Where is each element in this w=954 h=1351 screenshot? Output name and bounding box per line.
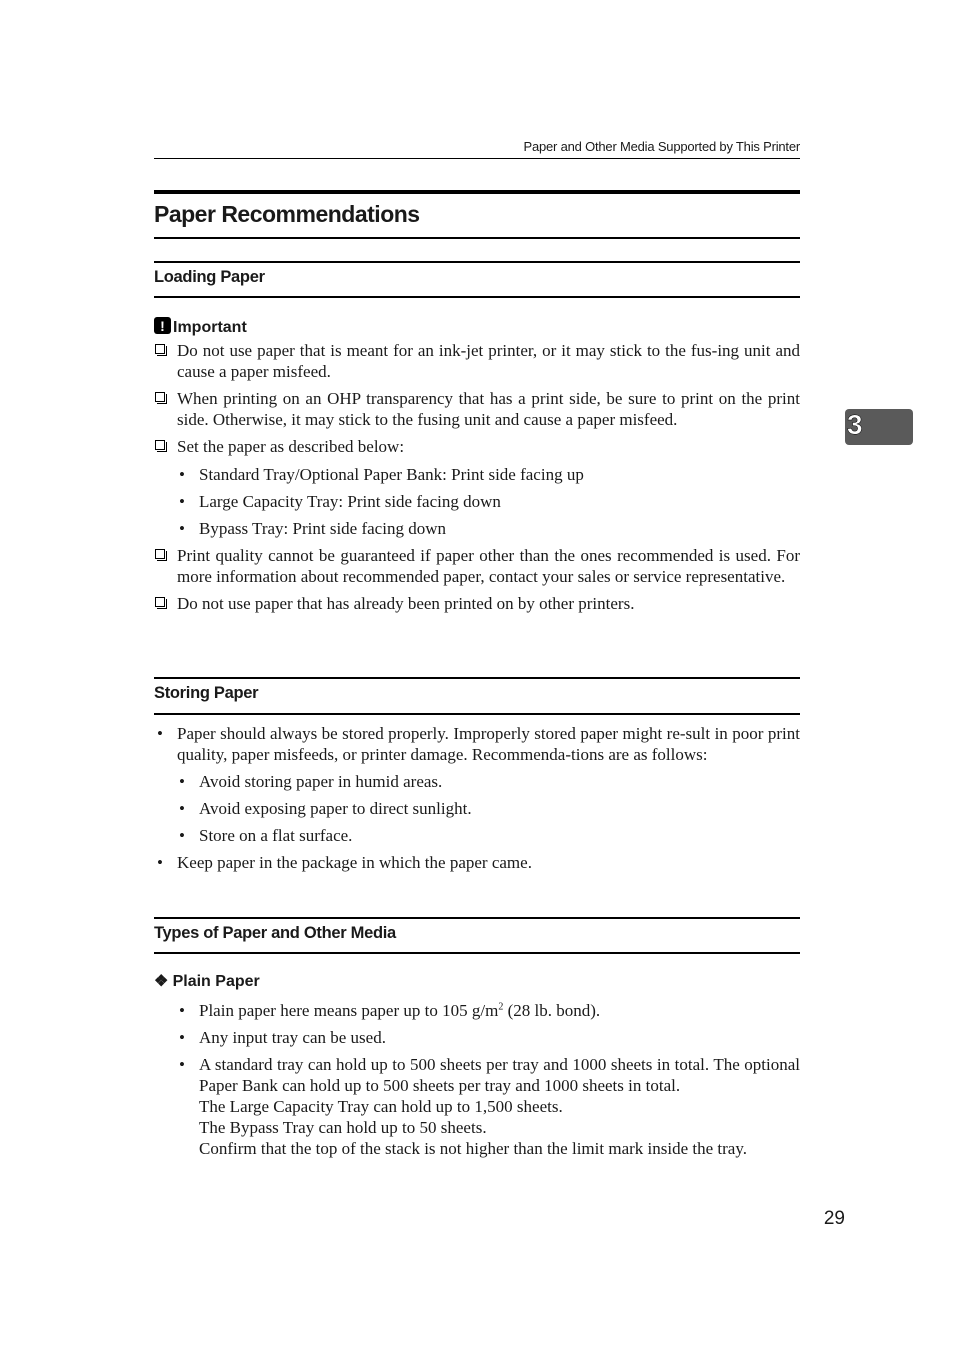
sub-list-item: • Standard Tray/Optional Paper Bank: Print side facing up [179,465,584,484]
bullet-icon: • [179,465,185,484]
sub-list-item: • A standard tray can hold up to 500 sheets per tray and 1000 sheets in total. The optional Paper Bank can hold up to 500 sheets per tray and 1000 sheets in total. The Large Capacity Tray can hold up to 1,500 sheets. The Bypass Tray can hold up to 50 sheets. Confirm that the top of the stack is not higher than the limit mark inside the tray. [179,1055,800,1158]
bullet-icon: • [179,1028,185,1047]
sub-list-item: • Bypass Tray: Print side facing down [179,519,446,538]
list-item: • Paper should always be stored properly. Improperly stored paper might re-sult in poor print quality, paper misfeeds, or printer damage. Recommenda-tions are as follows: [157,724,800,764]
title-top-rule [154,190,800,194]
running-head: Paper and Other Media Supported by This Printer [523,139,800,154]
sub-list-item: • Store on a flat surface. [179,826,353,845]
important-icon [154,317,171,334]
sub-list-item: • Plain paper here means paper up to 105 $g/m^2$ (28 lb. bond). [179,1001,601,1020]
checkbox-bullet-icon [155,597,165,607]
bullet-icon: • [179,772,185,791]
chapter-number: 3 [847,409,863,440]
bullet-icon: • [157,724,163,743]
checkbox-bullet-icon [155,392,165,402]
title-bottom-rule [154,237,800,239]
bullet-icon: • [179,1001,185,1020]
bullet-icon: • [179,826,185,845]
sub-list-item: • Avoid exposing paper to direct sunlight. [179,799,472,818]
checkbox-bullet-icon [155,344,165,354]
list-item: When printing on an OHP transparency that has a print side, be sure to print on the print side. Otherwise, it may stick to the fusing unit and cause a paper misfeed. [154,388,800,430]
sub-list-item: • Any input tray can be used. [179,1028,386,1047]
plain-paper-subheading [154,970,800,992]
list-item: • Keep paper in the package in which the paper came. [157,853,532,872]
sub-list-item: • Large Capacity Tray: Print side facing down [179,492,501,511]
chapter-tab [845,409,913,445]
types-bottom-rule [154,952,800,954]
storing-bottom-rule [154,713,800,715]
checkbox-bullet-icon [155,549,165,559]
diamond-icon: ❖ [154,973,169,990]
loading-section [154,316,800,614]
bullet-icon: • [179,519,185,538]
types-top-rule [154,917,800,919]
plain-paper-heading: Plain Paper [172,973,260,990]
bullet-icon: • [157,853,163,872]
header-rule [154,158,800,159]
page-number: 29 [823,1208,845,1229]
loading-top-rule [154,261,800,263]
storing-top-rule [154,677,800,679]
list-item: Print quality cannot be guaranteed if paper other than the ones recommended is used. For more information about recommended paper, contact your sales or service representative. [154,545,800,587]
types-section [154,970,800,1159]
important-label: Important [173,319,247,336]
important-note [154,316,800,338]
loading-heading: Loading Paper [154,268,265,286]
list-item: Do not use paper that is meant for an ink-jet printer, or it may stick to the fus-ing unit and cause a paper misfeed. [154,340,800,382]
checkbox-bullet-icon [155,440,165,450]
storing-section [154,723,800,873]
list-item: Do not use paper that has already been printed on by other printers. [154,593,800,614]
loading-bottom-rule [154,296,800,298]
bullet-icon: • [179,1055,185,1074]
bullet-icon: • [179,492,185,511]
page-title: Paper Recommendations [154,201,420,227]
storing-heading: Storing Paper [154,684,259,702]
list-item: Set the paper as described below: [154,436,800,457]
bullet-icon: • [179,799,185,818]
sub-list-item: • Avoid storing paper in humid areas. [179,772,443,791]
types-heading: Types of Paper and Other Media [154,924,396,942]
